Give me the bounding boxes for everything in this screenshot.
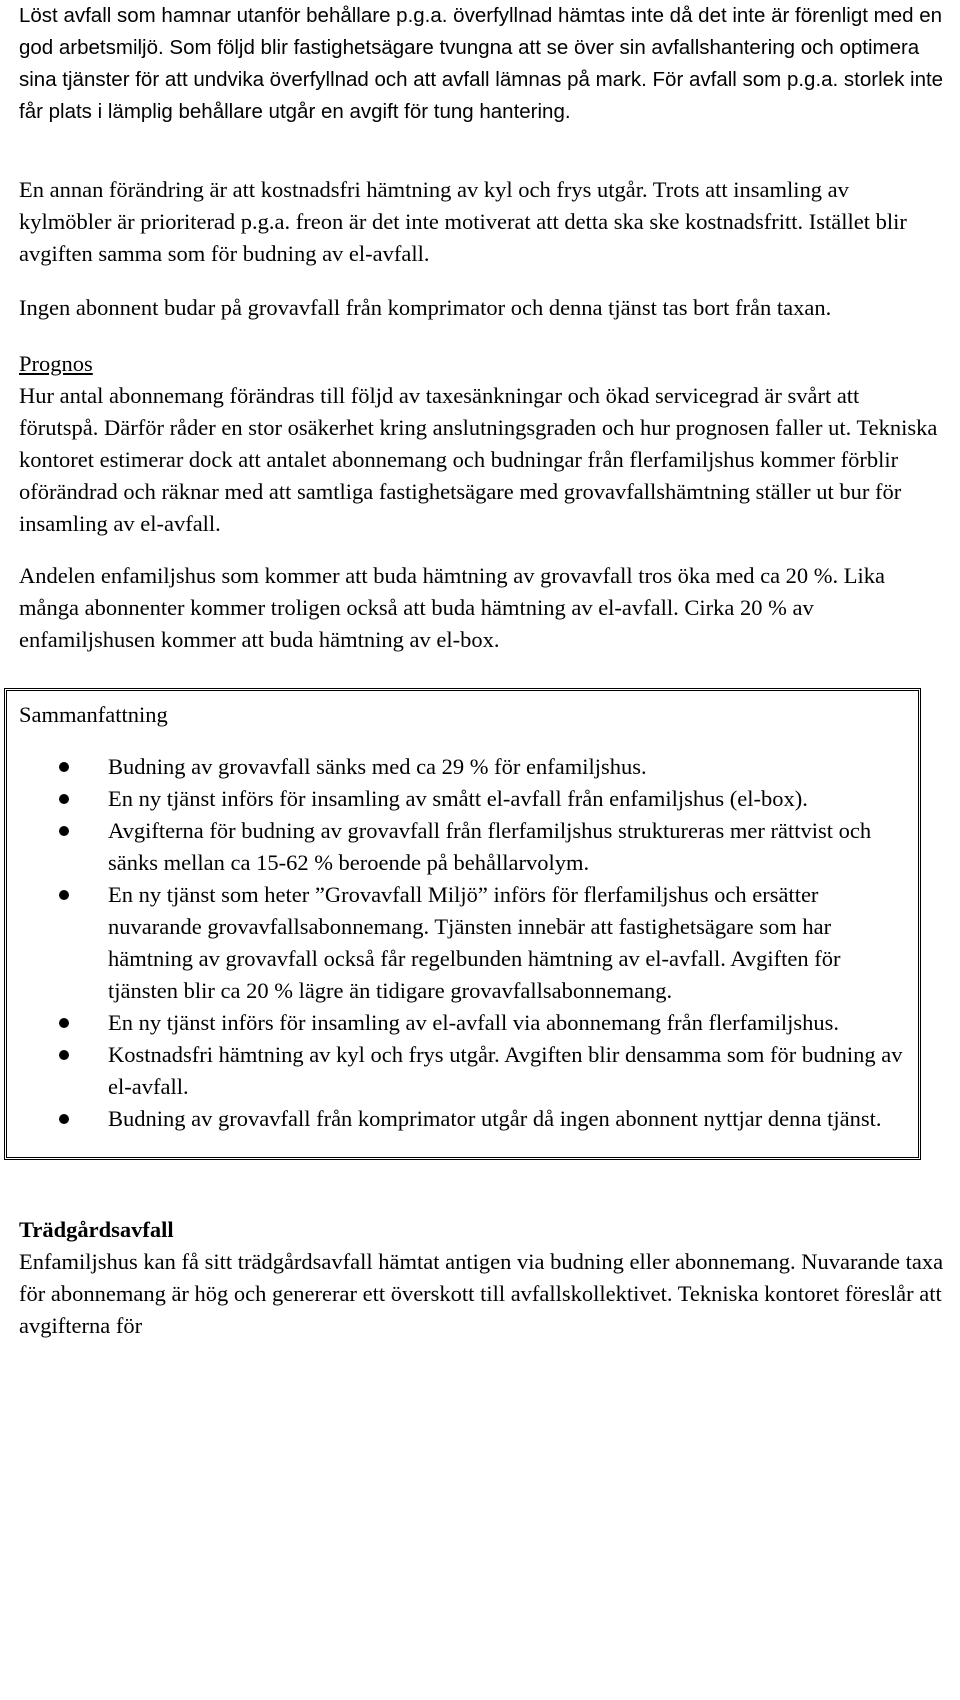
bullet-icon bbox=[59, 794, 69, 804]
summary-item-text: En ny tjänst införs för insamling av el-avfall via abonnemang från flerfamiljshus. bbox=[108, 1010, 840, 1035]
summary-title: Sammanfattning bbox=[19, 702, 168, 727]
bullet-icon bbox=[59, 1018, 69, 1028]
paragraph-prognos: Hur antal abonnemang förändras till följd av taxesänkningar och ökad servicegrad är svårt att förutspå. Därför råder en stor osäkerhet kring anslutningsgraden och hur prognosen faller ut. Tekniska kontoret estimerar dock att antalet abonnemang och budningar från flerfamiljshus kommer förblir oförändrad och räknar med att samtliga fastighetsägare med grovavfallshämtning ställer ut bur för insamling av el-avfall. bbox=[19, 383, 938, 536]
summary-item bbox=[19, 783, 906, 815]
summary-item-text: Budning av grovavfall sänks med ca 29 % för enfamiljshus. bbox=[108, 754, 647, 779]
summary-item bbox=[19, 751, 906, 783]
summary-item bbox=[19, 879, 906, 1007]
summary-item bbox=[19, 1039, 906, 1103]
document-page bbox=[19, 0, 944, 1342]
bullet-icon bbox=[59, 762, 69, 772]
summary-box bbox=[4, 688, 921, 1160]
summary-item bbox=[19, 1103, 906, 1135]
paragraph-tradgardsavfall: Enfamiljshus kan få sitt trädgårdsavfall hämtat antigen via budning eller abonnemang. Nuvarande taxa för abonnemang är hög och genererar ett överskott till avfallskollektivet. Tekniska kontoret föreslår att avgifterna för bbox=[19, 1249, 944, 1338]
paragraph-komprimator: Ingen abonnent budar på grovavfall från komprimator och denna tjänst tas bort från taxan. bbox=[19, 295, 832, 320]
paragraph-overfyllnad: Löst avfall som hamnar utanför behållare p.g.a. överfyllnad hämtas inte då det inte är förenligt med en god arbetsmiljö. Som följd blir fastighetsägare tvungna att se över sin avfallshantering och optimera sina tjänster för att undvika överfyllnad och att avfall lämnas på mark. För avfall som p.g.a. storlek inte får plats i lämplig behållare utgår en avgift för tung hantering. bbox=[19, 4, 944, 123]
bullet-icon bbox=[59, 890, 69, 900]
summary-item-text: En ny tjänst som heter ”Grovavfall Miljö” införs för flerfamiljshus och ersätter nuvarande grovavfallsabonnemang. Tjänsten innebär att fastighetsägare som har hämtning av grovavfall också får regelbunden hämtning av el-avfall. Avgiften för tjänsten blir ca 20 % lägre än tidigare grovavfallsabonnemang. bbox=[108, 882, 841, 1003]
summary-item bbox=[19, 1007, 906, 1039]
bullet-icon bbox=[59, 1050, 69, 1060]
section-heading-prognos: Prognos bbox=[19, 351, 93, 376]
paragraph-kyl-frys: En annan förändring är att kostnadsfri hämtning av kyl och frys utgår. Trots att insamling av kylmöbler är prioriterad p.g.a. freon är det inte motiverat att detta ska ske kostnadsfritt. Istället blir avgiften samma som för budning av el-avfall. bbox=[19, 177, 907, 266]
paragraph-andelen: Andelen enfamiljshus som kommer att buda hämtning av grovavfall tros öka med ca 20 %. Lika många abonnenter kommer troligen också att buda hämtning av el-avfall. Cirka 20 % av enfamiljshusen kommer att buda hämtning av el-box. bbox=[19, 563, 886, 652]
summary-item-text: Budning av grovavfall från komprimator utgår då ingen abonnent nyttjar denna tjänst. bbox=[108, 1106, 882, 1131]
summary-item-text: Avgifterna för budning av grovavfall från flerfamiljshus struktureras mer rättvist och sänks mellan ca 15-62 % beroende på behållarvolym. bbox=[108, 818, 872, 875]
section-heading-tradgardsavfall: Trädgårdsavfall bbox=[19, 1217, 174, 1242]
summary-list bbox=[19, 751, 906, 1135]
bullet-icon bbox=[59, 826, 69, 836]
summary-item-text: En ny tjänst införs för insamling av smått el-avfall från enfamiljshus (el-box). bbox=[108, 786, 808, 811]
bullet-icon bbox=[59, 1114, 69, 1124]
summary-item bbox=[19, 815, 906, 879]
summary-item-text: Kostnadsfri hämtning av kyl och frys utgår. Avgiften blir densamma som för budning av el-avfall. bbox=[108, 1042, 903, 1099]
